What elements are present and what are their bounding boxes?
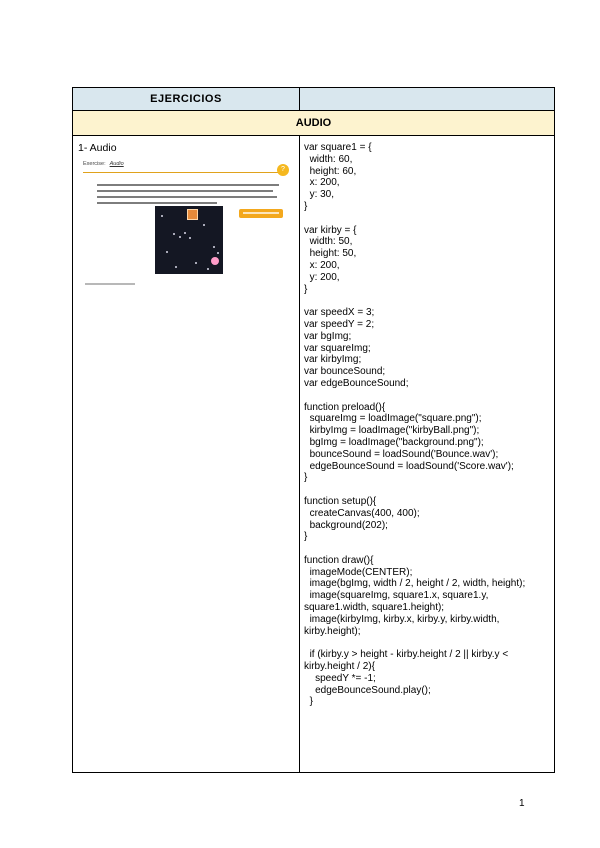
code-line xyxy=(304,295,550,307)
code-line: bounceSound = loadSound('Bounce.wav'); xyxy=(304,448,499,460)
code-block xyxy=(304,142,550,708)
thumbnail-game-canvas xyxy=(155,206,223,274)
page-number: 1 xyxy=(519,798,525,809)
code-line: } xyxy=(304,531,308,543)
thumbnail-text-line xyxy=(97,190,273,192)
code-line: speedY *= -1; xyxy=(304,672,376,684)
code-line: background(202); xyxy=(304,519,388,531)
code-line: function preload(){ xyxy=(304,401,386,413)
thumbnail-heading xyxy=(83,161,124,167)
star-dot xyxy=(217,252,219,254)
content-row xyxy=(73,136,555,773)
code-line: } xyxy=(304,283,308,295)
code-line: height: 60, xyxy=(304,165,357,177)
thumbnail-link: Audio xyxy=(109,161,124,167)
code-line: x: 200, xyxy=(304,177,340,189)
code-line: edgeBounceSound = loadSound('Score.wav'); xyxy=(304,460,514,472)
star-dot xyxy=(175,266,177,268)
code-line: var speedX = 3; xyxy=(304,307,375,319)
header-empty-cell xyxy=(300,88,555,111)
code-line: createCanvas(400, 400); xyxy=(304,507,420,519)
code-line: function setup(){ xyxy=(304,495,377,507)
code-line: } xyxy=(304,200,308,212)
star-dot xyxy=(195,262,197,264)
header-ejercicios: EJERCICIOS xyxy=(73,88,300,111)
thumbnail-divider xyxy=(83,172,283,173)
code-line: var squareImg; xyxy=(304,342,371,354)
thumbnail-run-button xyxy=(239,209,283,218)
code-line: x: 200, xyxy=(304,259,340,271)
section-title-audio: AUDIO xyxy=(73,111,555,136)
star-dot xyxy=(173,233,175,235)
exercise-screenshot-thumbnail xyxy=(83,161,289,291)
star-dot xyxy=(207,268,209,270)
code-line xyxy=(304,543,550,555)
square-sprite xyxy=(187,209,198,220)
thumbnail-footer-line xyxy=(85,283,135,285)
code-line: var edgeBounceSound; xyxy=(304,377,409,389)
code-line: var bounceSound; xyxy=(304,366,386,378)
code-line: var kirby = { xyxy=(304,224,357,236)
kirby-ball-sprite xyxy=(211,257,219,265)
code-line: width: 60, xyxy=(304,153,353,165)
code-line: image(bgImg, width / 2, height / 2, width, height); xyxy=(304,578,526,590)
code-line: height: 50, xyxy=(304,248,357,260)
star-dot xyxy=(179,236,181,238)
code-line: if (kirby.y > height - kirby.height / 2 || kirby.y < kirby.height / 2){ xyxy=(304,649,511,673)
table-header-row xyxy=(73,88,555,111)
code-line: kirbyImg = loadImage("kirbyBall.png"); xyxy=(304,425,480,437)
star-dot xyxy=(213,246,215,248)
code-line: image(kirbyImg, kirby.x, kirby.y, kirby.width, kirby.height); xyxy=(304,613,503,637)
code-line: } xyxy=(304,472,308,484)
star-dot xyxy=(166,251,168,253)
thumbnail-text-line xyxy=(97,184,279,186)
star-dot xyxy=(189,237,191,239)
help-badge-icon: ? xyxy=(277,164,289,176)
code-line: squareImg = loadImage("square.png"); xyxy=(304,413,482,425)
code-line: bgImg = loadImage("background.png"); xyxy=(304,436,484,448)
code-line: y: 30, xyxy=(304,189,335,201)
code-line: width: 50, xyxy=(304,236,353,248)
section-row xyxy=(73,111,555,136)
thumbnail-text-line xyxy=(97,202,217,204)
code-line: var speedY = 2; xyxy=(304,318,375,330)
code-line xyxy=(304,390,550,402)
star-dot xyxy=(203,224,205,226)
code-line xyxy=(304,484,550,496)
code-line: imageMode(CENTER); xyxy=(304,566,413,578)
code-line: } xyxy=(304,696,313,708)
code-line: image(squareImg, square1.x, square1.y, square1.width, square1.height); xyxy=(304,590,492,614)
code-line: var kirbyImg; xyxy=(304,354,362,366)
exercise-cell xyxy=(73,136,300,773)
code-cell xyxy=(300,136,555,773)
code-line: var square1 = { xyxy=(304,142,372,153)
code-line xyxy=(304,637,550,649)
thumbnail-button-text-line xyxy=(243,212,279,214)
star-dot xyxy=(161,215,163,217)
star-dot xyxy=(184,232,186,234)
exercise-label: 1- Audio xyxy=(78,142,117,154)
thumbnail-text-line xyxy=(97,196,277,198)
code-line: var bgImg; xyxy=(304,330,352,342)
code-line: edgeBounceSound.play(); xyxy=(304,684,431,696)
thumbnail-heading-text: Exercise: xyxy=(83,161,106,167)
code-line: function draw(){ xyxy=(304,554,374,566)
exercise-table xyxy=(72,87,555,773)
code-line: y: 200, xyxy=(304,271,340,283)
code-line xyxy=(304,213,550,225)
